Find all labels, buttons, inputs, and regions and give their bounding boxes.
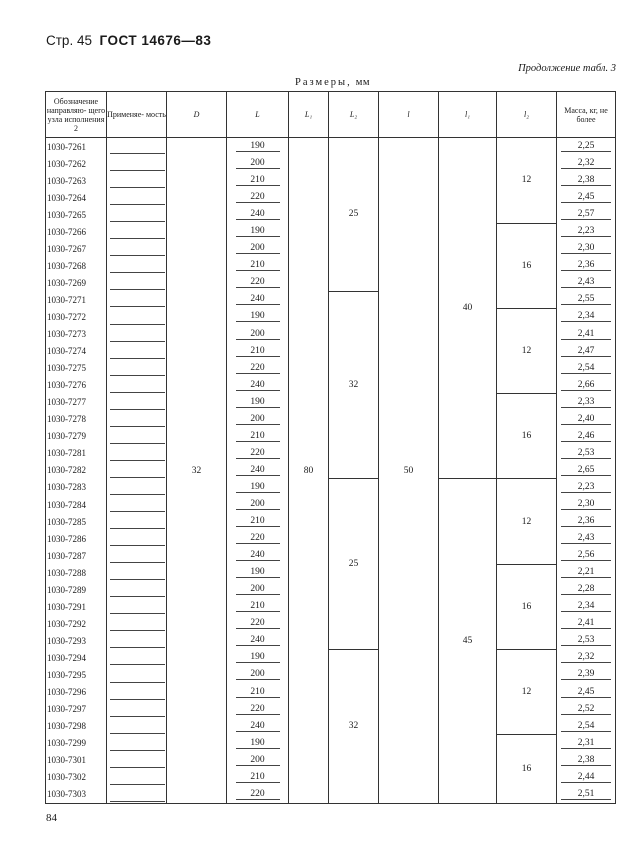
cell-mass	[557, 308, 616, 325]
sizes-unit: мм	[355, 77, 371, 88]
page-number: 84	[46, 812, 57, 824]
cell-applicability	[107, 206, 167, 223]
cell-mass	[557, 445, 616, 462]
cell-L	[227, 462, 289, 479]
cell-L-value: 190	[236, 397, 280, 408]
cell-designation: 1030-7294	[46, 649, 107, 666]
cell-mass-value: 2,33	[561, 397, 611, 408]
cell-mass-value: 2,43	[561, 277, 611, 288]
cell-designation: 1030-7269	[46, 274, 107, 291]
cell-mass	[557, 189, 616, 206]
page-label: Стр. 45	[46, 33, 92, 48]
cell-l2-group: 32	[329, 291, 379, 479]
cell-applicability	[107, 257, 167, 274]
cell-mass-value: 2,40	[561, 414, 611, 425]
cell-L	[227, 445, 289, 462]
cell-applicability	[107, 632, 167, 649]
cell-L-value: 220	[236, 789, 280, 800]
cell-L-value: 200	[236, 584, 280, 595]
cell-designation: 1030-7265	[46, 206, 107, 223]
cell-mass-value: 2,47	[561, 346, 611, 357]
cell-applicability	[107, 189, 167, 206]
cell-mass	[557, 701, 616, 718]
cell-mass	[557, 718, 616, 735]
cell-L-value: 240	[236, 294, 280, 305]
cell-L	[227, 343, 289, 360]
cell-designation: 1030-7276	[46, 377, 107, 394]
cell-applicability	[107, 701, 167, 718]
cell-designation: 1030-7271	[46, 291, 107, 308]
cell-mass-value: 2,51	[561, 789, 611, 800]
cell-mass-value: 2,30	[561, 243, 611, 254]
table-row	[46, 649, 616, 666]
cell-L	[227, 632, 289, 649]
cell-l2-group: 12	[497, 649, 557, 734]
cell-applicability	[107, 752, 167, 769]
table-body	[46, 138, 616, 804]
cell-mass-value: 2,38	[561, 755, 611, 766]
col-l2: l₂	[497, 92, 557, 138]
cell-mass-value: 2,54	[561, 721, 611, 732]
cell-L-value: 200	[236, 414, 280, 425]
col-mass: Масса, кг, не более	[557, 92, 616, 138]
cell-L-value: 200	[236, 669, 280, 680]
cell-designation: 1030-7284	[46, 496, 107, 513]
cell-mass	[557, 428, 616, 445]
cell-mass-value: 2,28	[561, 584, 611, 595]
col-applicability: Применяе- мость	[107, 92, 167, 138]
cell-L	[227, 701, 289, 718]
cell-L-value: 210	[236, 346, 280, 357]
cell-applicability	[107, 479, 167, 496]
cell-designation: 1030-7297	[46, 701, 107, 718]
cell-L-value: 210	[236, 431, 280, 442]
cell-mass-value: 2,66	[561, 380, 611, 391]
cell-mass-value: 2,39	[561, 669, 611, 680]
cell-designation: 1030-7299	[46, 735, 107, 752]
cell-L	[227, 496, 289, 513]
cell-designation: 1030-7262	[46, 155, 107, 172]
cell-mass	[557, 343, 616, 360]
cell-L	[227, 752, 289, 769]
cell-mass	[557, 666, 616, 683]
cell-L-value: 220	[236, 704, 280, 715]
standard-number: ГОСТ 14676—83	[99, 33, 212, 48]
cell-l2-group: 12	[497, 479, 557, 564]
cell-mass	[557, 138, 616, 156]
cell-L	[227, 428, 289, 445]
cell-mass	[557, 394, 616, 411]
cell-mass	[557, 155, 616, 172]
cell-applicability	[107, 155, 167, 172]
cell-mass-value: 2,54	[561, 363, 611, 374]
cell-applicability	[107, 428, 167, 445]
cell-designation: 1030-7279	[46, 428, 107, 445]
cell-designation: 1030-7302	[46, 769, 107, 786]
cell-applicability	[107, 513, 167, 530]
cell-applicability	[107, 598, 167, 615]
col-L1: L₁	[289, 92, 329, 138]
cell-L	[227, 530, 289, 547]
cell-mass-value: 2,45	[561, 192, 611, 203]
col-l: l	[379, 92, 439, 138]
cell-mass	[557, 684, 616, 701]
cell-L-value: 240	[236, 635, 280, 646]
col-l1: l₁	[439, 92, 497, 138]
cell-L	[227, 581, 289, 598]
cell-mass-value: 2,41	[561, 618, 611, 629]
cell-L-value: 190	[236, 567, 280, 578]
cell-mass	[557, 360, 616, 377]
cell-L	[227, 377, 289, 394]
cell-mass-value: 2,36	[561, 516, 611, 527]
cell-mass-value: 2,53	[561, 448, 611, 459]
cell-l2-group: 16	[497, 394, 557, 479]
cell-designation: 1030-7275	[46, 360, 107, 377]
cell-mass	[557, 377, 616, 394]
cell-applicability	[107, 377, 167, 394]
cell-applicability	[107, 240, 167, 257]
cell-designation: 1030-7281	[46, 445, 107, 462]
cell-L-value: 190	[236, 311, 280, 322]
cell-designation: 1030-7303	[46, 786, 107, 804]
cell-mass-value: 2,32	[561, 652, 611, 663]
cell-L	[227, 257, 289, 274]
cell-l1-group: 40	[439, 138, 497, 479]
table-continuation: Продолжение табл. 3	[518, 63, 616, 74]
cell-mass-value: 2,41	[561, 329, 611, 340]
cell-mass	[557, 598, 616, 615]
cell-mass-value: 2,57	[561, 209, 611, 220]
cell-L	[227, 189, 289, 206]
cell-L	[227, 684, 289, 701]
cell-L-value: 200	[236, 755, 280, 766]
cell-applicability	[107, 530, 167, 547]
cell-applicability	[107, 394, 167, 411]
cell-L	[227, 666, 289, 683]
cell-designation: 1030-7268	[46, 257, 107, 274]
cell-applicability	[107, 735, 167, 752]
cell-l2-group: 25	[329, 138, 379, 292]
cell-l2-group: 12	[497, 308, 557, 393]
cell-mass-value: 2,44	[561, 772, 611, 783]
cell-applicability	[107, 547, 167, 564]
cell-applicability	[107, 684, 167, 701]
cell-L-value: 200	[236, 243, 280, 254]
table-row	[46, 479, 616, 496]
cell-mass	[557, 513, 616, 530]
cell-mass	[557, 411, 616, 428]
cell-applicability	[107, 649, 167, 666]
cell-L-value: 220	[236, 192, 280, 203]
cell-L	[227, 615, 289, 632]
cell-mass-value: 2,36	[561, 260, 611, 271]
cell-mass-value: 2,53	[561, 635, 611, 646]
cell-L-value: 210	[236, 772, 280, 783]
cell-mass-value: 2,52	[561, 704, 611, 715]
cell-mass-value: 2,65	[561, 465, 611, 476]
cell-L-value: 210	[236, 687, 280, 698]
cell-L-value: 210	[236, 601, 280, 612]
cell-mass	[557, 649, 616, 666]
cell-mass-value: 2,46	[561, 431, 611, 442]
cell-applicability	[107, 445, 167, 462]
cell-mass	[557, 581, 616, 598]
cell-applicability	[107, 343, 167, 360]
cell-L	[227, 291, 289, 308]
cell-designation: 1030-7282	[46, 462, 107, 479]
cell-mass	[557, 735, 616, 752]
page-header	[46, 33, 211, 48]
cell-mass	[557, 240, 616, 257]
cell-designation: 1030-7264	[46, 189, 107, 206]
cell-L-value: 190	[236, 738, 280, 749]
cell-l2-group: 16	[497, 223, 557, 308]
cell-mass-value: 2,25	[561, 141, 611, 152]
cell-applicability	[107, 291, 167, 308]
cell-designation: 1030-7283	[46, 479, 107, 496]
cell-mass	[557, 547, 616, 564]
cell-mass	[557, 291, 616, 308]
cell-mass-value: 2,23	[561, 482, 611, 493]
cell-mass-value: 2,45	[561, 687, 611, 698]
col-L2: L₂	[329, 92, 379, 138]
cell-L	[227, 598, 289, 615]
cell-applicability	[107, 360, 167, 377]
col-D: D	[167, 92, 227, 138]
cell-L-value: 190	[236, 482, 280, 493]
cell-L-value: 240	[236, 209, 280, 220]
cell-applicability	[107, 308, 167, 325]
cell-designation: 1030-7274	[46, 343, 107, 360]
cell-mass-value: 2,30	[561, 499, 611, 510]
cell-L	[227, 786, 289, 804]
cell-designation: 1030-7266	[46, 223, 107, 240]
cell-L-value: 190	[236, 226, 280, 237]
cell-L-value: 220	[236, 448, 280, 459]
cell-applicability	[107, 274, 167, 291]
cell-designation: 1030-7288	[46, 564, 107, 581]
cell-applicability	[107, 718, 167, 735]
cell-mass-value: 2,43	[561, 533, 611, 544]
sizes-label	[295, 77, 370, 88]
cell-L	[227, 718, 289, 735]
cell-L-value: 240	[236, 550, 280, 561]
cell-applicability	[107, 666, 167, 683]
cell-l1-group: 45	[439, 479, 497, 804]
cell-applicability	[107, 581, 167, 598]
cell-designation: 1030-7263	[46, 172, 107, 189]
cell-L-value: 200	[236, 499, 280, 510]
cell-designation: 1030-7291	[46, 598, 107, 615]
cell-mass	[557, 206, 616, 223]
cell-L-value: 190	[236, 141, 280, 152]
cell-L-value: 220	[236, 618, 280, 629]
cell-L	[227, 206, 289, 223]
cell-designation: 1030-7261	[46, 138, 107, 156]
cell-d-group: 32	[167, 138, 227, 804]
cell-L-value: 220	[236, 533, 280, 544]
cell-L	[227, 308, 289, 325]
cell-designation: 1030-7285	[46, 513, 107, 530]
cell-mass	[557, 752, 616, 769]
cell-L-value: 240	[236, 380, 280, 391]
cell-applicability	[107, 462, 167, 479]
cell-applicability	[107, 326, 167, 343]
cell-designation: 1030-7289	[46, 581, 107, 598]
cell-L	[227, 564, 289, 581]
cell-mass	[557, 274, 616, 291]
cell-L-value: 240	[236, 721, 280, 732]
cell-L-value: 210	[236, 175, 280, 186]
cell-L-value: 220	[236, 363, 280, 374]
cell-L	[227, 479, 289, 496]
cell-L	[227, 274, 289, 291]
cell-applicability	[107, 138, 167, 156]
cell-L-value: 210	[236, 260, 280, 271]
cell-mass	[557, 786, 616, 804]
cell-applicability	[107, 172, 167, 189]
cell-L	[227, 411, 289, 428]
sizes-title: Размеры,	[295, 77, 352, 88]
cell-applicability	[107, 615, 167, 632]
cell-mass	[557, 564, 616, 581]
cell-L-value: 200	[236, 329, 280, 340]
cell-mass	[557, 496, 616, 513]
cell-l1-group: 80	[289, 138, 329, 804]
cell-mass	[557, 257, 616, 274]
col-designation: Обозначение направляю- щего узла исполнения 2	[46, 92, 107, 138]
cell-designation: 1030-7301	[46, 752, 107, 769]
cell-applicability	[107, 769, 167, 786]
cell-L-value: 220	[236, 277, 280, 288]
cell-L	[227, 223, 289, 240]
cell-mass-value: 2,38	[561, 175, 611, 186]
cell-l2-group: 32	[329, 649, 379, 803]
cell-mass-value: 2,56	[561, 550, 611, 561]
cell-designation: 1030-7272	[46, 308, 107, 325]
cell-mass	[557, 615, 616, 632]
cell-mass	[557, 479, 616, 496]
cell-mass-value: 2,21	[561, 567, 611, 578]
cell-mass	[557, 172, 616, 189]
cell-designation: 1030-7267	[46, 240, 107, 257]
cell-applicability	[107, 223, 167, 240]
cell-designation: 1030-7277	[46, 394, 107, 411]
table-row	[46, 138, 616, 156]
cell-l-group: 50	[379, 138, 439, 804]
cell-designation: 1030-7273	[46, 326, 107, 343]
cell-L	[227, 360, 289, 377]
col-L: L	[227, 92, 289, 138]
cell-mass	[557, 530, 616, 547]
cell-designation: 1030-7298	[46, 718, 107, 735]
cell-mass-value: 2,34	[561, 601, 611, 612]
cell-L	[227, 769, 289, 786]
cell-L	[227, 240, 289, 257]
cell-mass-value: 2,23	[561, 226, 611, 237]
cell-applicability	[107, 786, 167, 804]
cell-L	[227, 547, 289, 564]
cell-L	[227, 735, 289, 752]
cell-designation: 1030-7287	[46, 547, 107, 564]
cell-l2-group: 16	[497, 564, 557, 649]
cell-l2-group: 12	[497, 138, 557, 224]
cell-mass	[557, 769, 616, 786]
cell-L	[227, 172, 289, 189]
cell-mass	[557, 326, 616, 343]
cell-designation: 1030-7292	[46, 615, 107, 632]
cell-L	[227, 155, 289, 172]
cell-applicability	[107, 411, 167, 428]
cell-designation: 1030-7278	[46, 411, 107, 428]
cell-mass-value: 2,31	[561, 738, 611, 749]
cell-designation: 1030-7286	[46, 530, 107, 547]
cell-L	[227, 394, 289, 411]
cell-mass	[557, 632, 616, 649]
cell-l2-group: 25	[329, 479, 379, 649]
cell-L	[227, 326, 289, 343]
cell-L	[227, 138, 289, 156]
table-header-row	[46, 92, 616, 138]
cell-mass	[557, 223, 616, 240]
cell-L-value: 210	[236, 516, 280, 527]
dimensions-table	[45, 91, 616, 804]
cell-L-value: 240	[236, 465, 280, 476]
cell-l2-group: 16	[497, 735, 557, 804]
cell-mass-value: 2,34	[561, 311, 611, 322]
cell-designation: 1030-7295	[46, 666, 107, 683]
cell-designation: 1030-7293	[46, 632, 107, 649]
cell-mass	[557, 462, 616, 479]
cell-mass-value: 2,32	[561, 158, 611, 169]
cell-applicability	[107, 496, 167, 513]
cell-L-value: 200	[236, 158, 280, 169]
cell-L	[227, 649, 289, 666]
cell-mass-value: 2,55	[561, 294, 611, 305]
cell-L	[227, 513, 289, 530]
cell-L-value: 190	[236, 652, 280, 663]
cell-designation: 1030-7296	[46, 684, 107, 701]
cell-applicability	[107, 564, 167, 581]
